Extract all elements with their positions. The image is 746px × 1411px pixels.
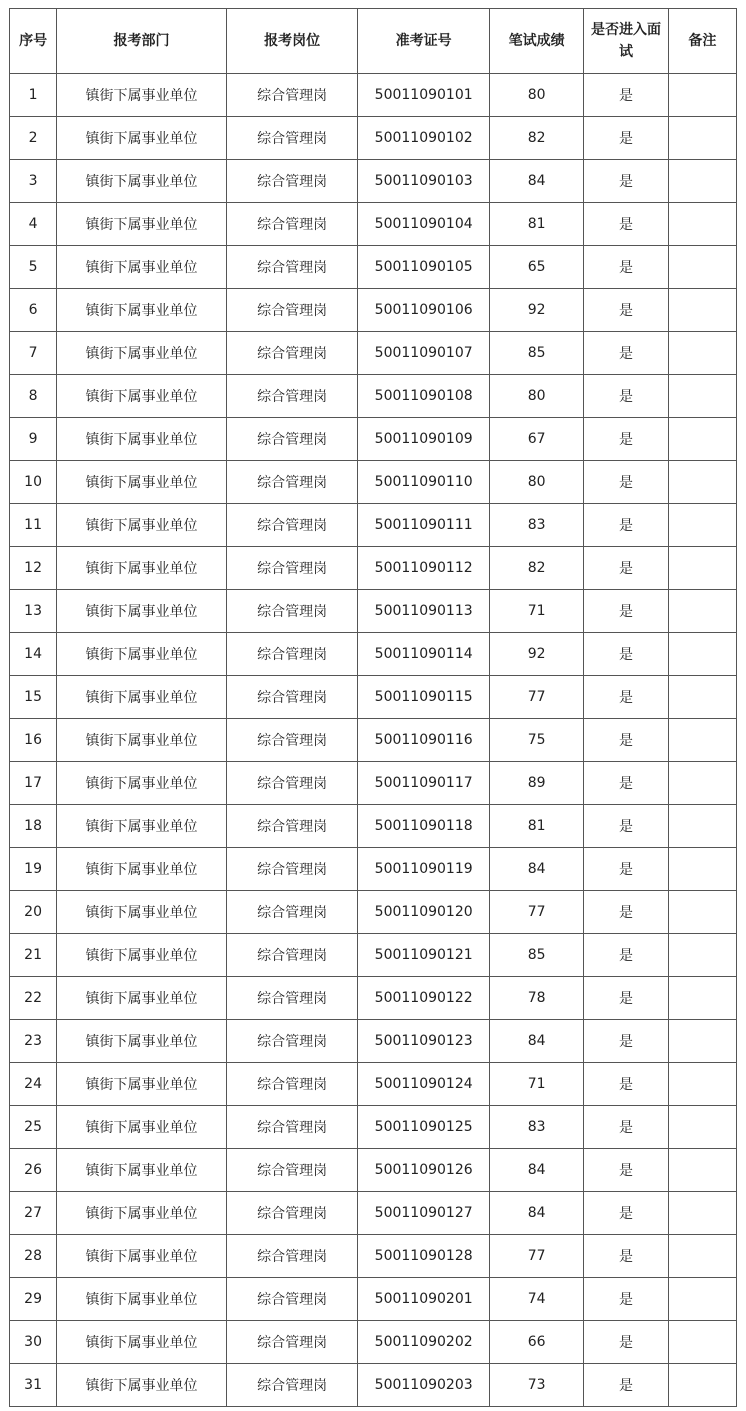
- cell-admission-number: 50011090125: [358, 1106, 490, 1149]
- cell-serial-number: 11: [10, 504, 57, 547]
- cell-serial-number: 1: [10, 74, 57, 117]
- cell-remarks: [668, 504, 736, 547]
- table-row: [10, 762, 737, 805]
- cell-department: 镇街下属事业单位: [57, 590, 227, 633]
- table-row: [10, 461, 737, 504]
- cell-position: 综合管理岗: [226, 891, 358, 934]
- cell-admission-number: 50011090128: [358, 1235, 490, 1278]
- cell-position: 综合管理岗: [226, 676, 358, 719]
- cell-admission-number: 50011090109: [358, 418, 490, 461]
- cell-position: 综合管理岗: [226, 1106, 358, 1149]
- cell-enter-interview: 是: [584, 719, 668, 762]
- cell-written-score: 81: [489, 805, 583, 848]
- cell-enter-interview: 是: [584, 504, 668, 547]
- cell-serial-number: 21: [10, 934, 57, 977]
- cell-admission-number: 50011090114: [358, 633, 490, 676]
- cell-serial-number: 19: [10, 848, 57, 891]
- table-row: [10, 1106, 737, 1149]
- cell-admission-number: 50011090104: [358, 203, 490, 246]
- cell-remarks: [668, 160, 736, 203]
- cell-position: 综合管理岗: [226, 1278, 358, 1321]
- cell-remarks: [668, 246, 736, 289]
- cell-department: 镇街下属事业单位: [57, 676, 227, 719]
- cell-remarks: [668, 1235, 736, 1278]
- cell-enter-interview: 是: [584, 1235, 668, 1278]
- cell-remarks: [668, 117, 736, 160]
- cell-remarks: [668, 719, 736, 762]
- table-row: [10, 719, 737, 762]
- cell-enter-interview: 是: [584, 117, 668, 160]
- cell-department: 镇街下属事业单位: [57, 74, 227, 117]
- cell-position: 综合管理岗: [226, 74, 358, 117]
- cell-admission-number: 50011090121: [358, 934, 490, 977]
- cell-enter-interview: 是: [584, 418, 668, 461]
- cell-department: 镇街下属事业单位: [57, 1149, 227, 1192]
- cell-serial-number: 9: [10, 418, 57, 461]
- cell-admission-number: 50011090118: [358, 805, 490, 848]
- cell-position: 综合管理岗: [226, 1063, 358, 1106]
- cell-department: 镇街下属事业单位: [57, 633, 227, 676]
- cell-serial-number: 26: [10, 1149, 57, 1192]
- cell-remarks: [668, 1020, 736, 1063]
- cell-written-score: 84: [489, 1192, 583, 1235]
- cell-department: 镇街下属事业单位: [57, 891, 227, 934]
- cell-department: 镇街下属事业单位: [57, 805, 227, 848]
- cell-written-score: 71: [489, 1063, 583, 1106]
- cell-department: 镇街下属事业单位: [57, 547, 227, 590]
- cell-remarks: [668, 375, 736, 418]
- cell-written-score: 84: [489, 1020, 583, 1063]
- cell-serial-number: 8: [10, 375, 57, 418]
- cell-department: 镇街下属事业单位: [57, 461, 227, 504]
- cell-serial-number: 24: [10, 1063, 57, 1106]
- header-position: 报考岗位: [226, 9, 358, 74]
- cell-written-score: 82: [489, 117, 583, 160]
- cell-serial-number: 6: [10, 289, 57, 332]
- cell-remarks: [668, 332, 736, 375]
- cell-remarks: [668, 977, 736, 1020]
- cell-remarks: [668, 805, 736, 848]
- table-row: [10, 1149, 737, 1192]
- cell-position: 综合管理岗: [226, 762, 358, 805]
- cell-written-score: 80: [489, 74, 583, 117]
- table-body: [10, 74, 737, 1407]
- cell-position: 综合管理岗: [226, 934, 358, 977]
- cell-written-score: 80: [489, 461, 583, 504]
- header-admission-number: 准考证号: [358, 9, 490, 74]
- cell-serial-number: 5: [10, 246, 57, 289]
- cell-serial-number: 25: [10, 1106, 57, 1149]
- cell-admission-number: 50011090122: [358, 977, 490, 1020]
- table-row: [10, 805, 737, 848]
- table-row: [10, 1321, 737, 1364]
- cell-written-score: 85: [489, 934, 583, 977]
- cell-serial-number: 12: [10, 547, 57, 590]
- cell-remarks: [668, 1192, 736, 1235]
- table-row: [10, 289, 737, 332]
- table-row: [10, 1278, 737, 1321]
- table-row: [10, 1063, 737, 1106]
- cell-remarks: [668, 547, 736, 590]
- cell-admission-number: 50011090105: [358, 246, 490, 289]
- table-row: [10, 676, 737, 719]
- cell-department: 镇街下属事业单位: [57, 1020, 227, 1063]
- cell-department: 镇街下属事业单位: [57, 117, 227, 160]
- cell-admission-number: 50011090108: [358, 375, 490, 418]
- cell-remarks: [668, 762, 736, 805]
- cell-serial-number: 3: [10, 160, 57, 203]
- cell-enter-interview: 是: [584, 1192, 668, 1235]
- cell-written-score: 82: [489, 547, 583, 590]
- cell-department: 镇街下属事业单位: [57, 1321, 227, 1364]
- cell-enter-interview: 是: [584, 160, 668, 203]
- cell-department: 镇街下属事业单位: [57, 1192, 227, 1235]
- cell-serial-number: 4: [10, 203, 57, 246]
- cell-department: 镇街下属事业单位: [57, 289, 227, 332]
- cell-admission-number: 50011090111: [358, 504, 490, 547]
- cell-enter-interview: 是: [584, 934, 668, 977]
- cell-written-score: 92: [489, 633, 583, 676]
- table-row: [10, 934, 737, 977]
- cell-remarks: [668, 1364, 736, 1407]
- cell-admission-number: 50011090120: [358, 891, 490, 934]
- cell-written-score: 84: [489, 848, 583, 891]
- cell-serial-number: 7: [10, 332, 57, 375]
- cell-admission-number: 50011090126: [358, 1149, 490, 1192]
- cell-enter-interview: 是: [584, 547, 668, 590]
- cell-admission-number: 50011090107: [358, 332, 490, 375]
- cell-written-score: 89: [489, 762, 583, 805]
- cell-position: 综合管理岗: [226, 977, 358, 1020]
- cell-serial-number: 29: [10, 1278, 57, 1321]
- cell-enter-interview: 是: [584, 1278, 668, 1321]
- cell-written-score: 92: [489, 289, 583, 332]
- table-row: [10, 590, 737, 633]
- cell-admission-number: 50011090119: [358, 848, 490, 891]
- table-row: [10, 1364, 737, 1407]
- exam-results-table: [9, 8, 737, 1407]
- cell-remarks: [668, 461, 736, 504]
- cell-department: 镇街下属事业单位: [57, 160, 227, 203]
- table-row: [10, 1235, 737, 1278]
- cell-position: 综合管理岗: [226, 461, 358, 504]
- cell-serial-number: 2: [10, 117, 57, 160]
- cell-remarks: [668, 203, 736, 246]
- header-row: [10, 9, 737, 74]
- cell-enter-interview: 是: [584, 74, 668, 117]
- cell-department: 镇街下属事业单位: [57, 848, 227, 891]
- cell-admission-number: 50011090201: [358, 1278, 490, 1321]
- cell-serial-number: 28: [10, 1235, 57, 1278]
- cell-department: 镇街下属事业单位: [57, 203, 227, 246]
- cell-enter-interview: 是: [584, 1321, 668, 1364]
- cell-admission-number: 50011090112: [358, 547, 490, 590]
- cell-serial-number: 14: [10, 633, 57, 676]
- cell-admission-number: 50011090203: [358, 1364, 490, 1407]
- cell-position: 综合管理岗: [226, 590, 358, 633]
- cell-enter-interview: 是: [584, 1106, 668, 1149]
- header-enter-interview: 是否进入面试: [584, 9, 668, 74]
- cell-written-score: 84: [489, 160, 583, 203]
- cell-written-score: 73: [489, 1364, 583, 1407]
- cell-admission-number: 50011090110: [358, 461, 490, 504]
- cell-enter-interview: 是: [584, 633, 668, 676]
- header-written-score: 笔试成绩: [489, 9, 583, 74]
- cell-written-score: 81: [489, 203, 583, 246]
- table-row: [10, 891, 737, 934]
- cell-position: 综合管理岗: [226, 117, 358, 160]
- cell-department: 镇街下属事业单位: [57, 719, 227, 762]
- cell-admission-number: 50011090103: [358, 160, 490, 203]
- cell-admission-number: 50011090127: [358, 1192, 490, 1235]
- table-row: [10, 633, 737, 676]
- header-department: 报考部门: [57, 9, 227, 74]
- cell-enter-interview: 是: [584, 1149, 668, 1192]
- table-row: [10, 1192, 737, 1235]
- cell-written-score: 67: [489, 418, 583, 461]
- cell-serial-number: 31: [10, 1364, 57, 1407]
- cell-department: 镇街下属事业单位: [57, 418, 227, 461]
- cell-remarks: [668, 633, 736, 676]
- cell-written-score: 74: [489, 1278, 583, 1321]
- cell-enter-interview: 是: [584, 977, 668, 1020]
- cell-position: 综合管理岗: [226, 332, 358, 375]
- table-row: [10, 332, 737, 375]
- cell-enter-interview: 是: [584, 332, 668, 375]
- table-row: [10, 504, 737, 547]
- cell-admission-number: 50011090202: [358, 1321, 490, 1364]
- cell-remarks: [668, 676, 736, 719]
- cell-enter-interview: 是: [584, 1063, 668, 1106]
- cell-remarks: [668, 1063, 736, 1106]
- header-serial-number: 序号: [10, 9, 57, 74]
- cell-remarks: [668, 1106, 736, 1149]
- cell-written-score: 65: [489, 246, 583, 289]
- cell-written-score: 77: [489, 676, 583, 719]
- table-row: [10, 246, 737, 289]
- table-row: [10, 375, 737, 418]
- cell-position: 综合管理岗: [226, 246, 358, 289]
- cell-written-score: 75: [489, 719, 583, 762]
- table-header: [10, 9, 737, 74]
- table-row: [10, 203, 737, 246]
- cell-department: 镇街下属事业单位: [57, 762, 227, 805]
- cell-position: 综合管理岗: [226, 1364, 358, 1407]
- cell-written-score: 83: [489, 1106, 583, 1149]
- cell-department: 镇街下属事业单位: [57, 375, 227, 418]
- cell-position: 综合管理岗: [226, 1149, 358, 1192]
- table-row: [10, 74, 737, 117]
- cell-written-score: 71: [489, 590, 583, 633]
- cell-department: 镇街下属事业单位: [57, 1106, 227, 1149]
- cell-enter-interview: 是: [584, 246, 668, 289]
- table-row: [10, 160, 737, 203]
- cell-serial-number: 30: [10, 1321, 57, 1364]
- cell-admission-number: 50011090117: [358, 762, 490, 805]
- cell-serial-number: 17: [10, 762, 57, 805]
- cell-serial-number: 22: [10, 977, 57, 1020]
- table-row: [10, 1020, 737, 1063]
- cell-admission-number: 50011090124: [358, 1063, 490, 1106]
- table-row: [10, 977, 737, 1020]
- cell-position: 综合管理岗: [226, 848, 358, 891]
- cell-position: 综合管理岗: [226, 1020, 358, 1063]
- cell-department: 镇街下属事业单位: [57, 1063, 227, 1106]
- cell-department: 镇街下属事业单位: [57, 504, 227, 547]
- cell-serial-number: 13: [10, 590, 57, 633]
- cell-serial-number: 20: [10, 891, 57, 934]
- cell-enter-interview: 是: [584, 375, 668, 418]
- cell-written-score: 85: [489, 332, 583, 375]
- cell-remarks: [668, 590, 736, 633]
- cell-enter-interview: 是: [584, 1364, 668, 1407]
- cell-position: 综合管理岗: [226, 203, 358, 246]
- cell-position: 综合管理岗: [226, 719, 358, 762]
- table-row: [10, 418, 737, 461]
- cell-remarks: [668, 74, 736, 117]
- cell-remarks: [668, 418, 736, 461]
- cell-serial-number: 16: [10, 719, 57, 762]
- cell-position: 综合管理岗: [226, 375, 358, 418]
- cell-enter-interview: 是: [584, 676, 668, 719]
- cell-written-score: 80: [489, 375, 583, 418]
- cell-admission-number: 50011090113: [358, 590, 490, 633]
- cell-admission-number: 50011090123: [358, 1020, 490, 1063]
- cell-enter-interview: 是: [584, 891, 668, 934]
- cell-written-score: 77: [489, 1235, 583, 1278]
- cell-written-score: 77: [489, 891, 583, 934]
- cell-enter-interview: 是: [584, 590, 668, 633]
- header-remarks: 备注: [668, 9, 736, 74]
- cell-enter-interview: 是: [584, 848, 668, 891]
- cell-position: 综合管理岗: [226, 418, 358, 461]
- cell-enter-interview: 是: [584, 203, 668, 246]
- cell-department: 镇街下属事业单位: [57, 246, 227, 289]
- cell-department: 镇街下属事业单位: [57, 1235, 227, 1278]
- cell-serial-number: 23: [10, 1020, 57, 1063]
- cell-written-score: 66: [489, 1321, 583, 1364]
- cell-admission-number: 50011090106: [358, 289, 490, 332]
- cell-serial-number: 18: [10, 805, 57, 848]
- cell-remarks: [668, 934, 736, 977]
- cell-position: 综合管理岗: [226, 289, 358, 332]
- cell-position: 综合管理岗: [226, 1235, 358, 1278]
- cell-enter-interview: 是: [584, 461, 668, 504]
- cell-remarks: [668, 1278, 736, 1321]
- cell-position: 综合管理岗: [226, 1192, 358, 1235]
- cell-remarks: [668, 289, 736, 332]
- results-table-container: [9, 8, 737, 1407]
- cell-position: 综合管理岗: [226, 633, 358, 676]
- cell-remarks: [668, 1149, 736, 1192]
- cell-position: 综合管理岗: [226, 504, 358, 547]
- cell-written-score: 84: [489, 1149, 583, 1192]
- cell-position: 综合管理岗: [226, 547, 358, 590]
- cell-enter-interview: 是: [584, 762, 668, 805]
- cell-position: 综合管理岗: [226, 805, 358, 848]
- table-row: [10, 848, 737, 891]
- cell-department: 镇街下属事业单位: [57, 1278, 227, 1321]
- cell-admission-number: 50011090116: [358, 719, 490, 762]
- cell-enter-interview: 是: [584, 805, 668, 848]
- cell-admission-number: 50011090115: [358, 676, 490, 719]
- cell-department: 镇街下属事业单位: [57, 977, 227, 1020]
- cell-enter-interview: 是: [584, 289, 668, 332]
- cell-position: 综合管理岗: [226, 1321, 358, 1364]
- cell-department: 镇街下属事业单位: [57, 332, 227, 375]
- cell-remarks: [668, 848, 736, 891]
- cell-serial-number: 10: [10, 461, 57, 504]
- cell-admission-number: 50011090101: [358, 74, 490, 117]
- table-row: [10, 547, 737, 590]
- cell-written-score: 83: [489, 504, 583, 547]
- cell-position: 综合管理岗: [226, 160, 358, 203]
- cell-department: 镇街下属事业单位: [57, 934, 227, 977]
- cell-serial-number: 27: [10, 1192, 57, 1235]
- cell-written-score: 78: [489, 977, 583, 1020]
- cell-department: 镇街下属事业单位: [57, 1364, 227, 1407]
- cell-serial-number: 15: [10, 676, 57, 719]
- cell-admission-number: 50011090102: [358, 117, 490, 160]
- cell-remarks: [668, 891, 736, 934]
- cell-remarks: [668, 1321, 736, 1364]
- cell-enter-interview: 是: [584, 1020, 668, 1063]
- table-row: [10, 117, 737, 160]
